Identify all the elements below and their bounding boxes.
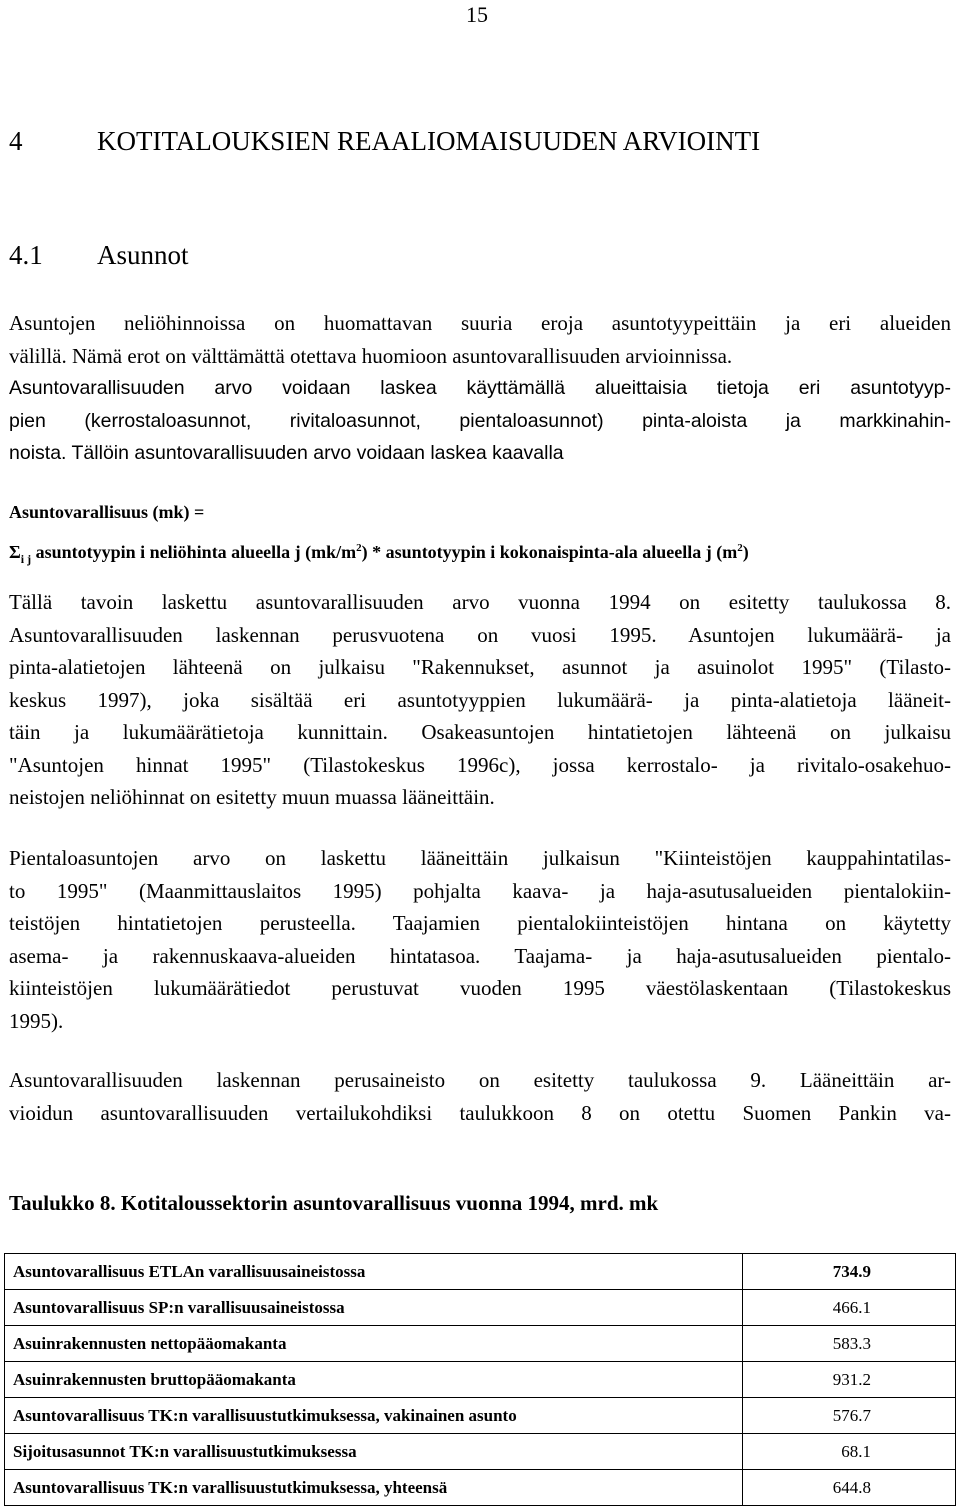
- text-line: neistojen neliöhinnat on esitetty muun muassa lääneittäin.: [9, 785, 495, 809]
- section-title: Asunnot: [97, 240, 189, 270]
- text-line: Asuntovarallisuuden arvo voidaan laskea käyttämällä alueittaisia tietoja eri asuntotyyp-: [9, 377, 951, 399]
- chapter-heading: [9, 126, 760, 157]
- text-line: vioidun asuntovarallisuuden vertailukohdiksi taulukkoon 8 on otettu Suomen Pankin va-: [9, 1100, 951, 1125]
- row-label: Asuinrakennusten nettopääomakanta: [5, 1326, 743, 1362]
- row-value: 644.8: [743, 1470, 956, 1506]
- text-line: täin ja lukumäärätietoja kunnittain. Osakeasuntojen hintatietojen lähteenä on julkaisu: [9, 720, 951, 744]
- formula-part-b: ) * asuntotyypin i kokonaispinta-ala alueella j (m: [361, 542, 738, 562]
- sigma-symbol: Σ: [9, 542, 21, 562]
- chapter-title: KOTITALOUKSIEN REAALIOMAISUUDEN ARVIOINTI: [97, 126, 761, 156]
- text-line: keskus 1997), joka sisältää eri asuntotyyppien lukumäärä- ja pinta-alatietoja lääneit-: [9, 687, 951, 712]
- text-line: pien (kerrostaloasunnot, rivitaloasunnot, pientaloasunnot) pinta-aloista ja markkinahin-: [9, 409, 951, 432]
- formula-part-c: ): [742, 542, 749, 562]
- text-line: kiinteistöjen lukumäärätiedot perustuvat vuoden 1995 väestölaskentaan (Tilastokeskus: [9, 976, 951, 1000]
- table-row: [5, 1398, 956, 1434]
- text-line: Asuntovarallisuuden laskennan perusaineisto on esitetty taulukossa 9. Lääneittäin ar-: [9, 1068, 951, 1092]
- section-heading: [9, 240, 189, 271]
- page-number: 15: [466, 2, 488, 27]
- row-label: Asuinrakennusten bruttopääomakanta: [5, 1362, 743, 1398]
- text-line: Pientaloasuntojen arvo on laskettu lääneittäin julkaisun "Kiinteistöjen kauppahintatilas-: [9, 846, 951, 870]
- text-line: Asuntovarallisuuden laskennan perusvuotena on vuosi 1995. Asuntojen lukumäärä- ja: [9, 622, 951, 647]
- table-row: [5, 1434, 956, 1470]
- text-line: Asuntojen neliöhinnoissa on huomattavan suuria eroja asuntotyypeittäin ja eri alueiden: [9, 311, 951, 335]
- row-value: 68.1: [743, 1434, 956, 1470]
- text-line: noista. Tällöin asuntovarallisuuden arvo voidaan laskea kaavalla: [9, 442, 564, 464]
- row-value: 734.9: [743, 1254, 956, 1290]
- row-label: Asuntovarallisuus ETLAn varallisuusaineistossa: [5, 1254, 743, 1290]
- table-title: Taulukko 8. Kotitaloussektorin asuntovarallisuus vuonna 1994, mrd. mk: [9, 1191, 659, 1215]
- text-line: pinta-alatietojen lähteenä on julkaisu "Rakennukset, asunnot ja asuinolot 1995" (Tilasto-: [9, 655, 951, 679]
- row-label: Asuntovarallisuus SP:n varallisuusaineistossa: [5, 1290, 743, 1326]
- paragraph-basis: [9, 586, 951, 814]
- table-row: [5, 1254, 956, 1290]
- text-line: teistöjen hintatietojen perusteella. Taajamien pientalokiinteistöjen hintana on käytetty: [9, 911, 951, 935]
- row-label: Sijoitusasunnot TK:n varallisuustutkimuksessa: [5, 1434, 743, 1470]
- paragraph-intro: [9, 307, 951, 470]
- formula-line-2: [9, 530, 749, 577]
- row-value: 583.3: [743, 1326, 956, 1362]
- row-value: 931.2: [743, 1362, 956, 1398]
- table-row: [5, 1470, 956, 1506]
- formula-subscript: i j: [20, 552, 32, 566]
- formula-superscript: 2: [356, 542, 362, 554]
- paragraph-detached-houses: [9, 842, 951, 1037]
- text-line: Tällä tavoin laskettu asuntovarallisuuden arvo vuonna 1994 on esitetty taulukossa 8.: [9, 590, 951, 614]
- formula-part-a: asuntotyypin i neliöhinta alueella j (mk/m: [31, 542, 357, 562]
- formula-superscript: 2: [737, 542, 743, 554]
- row-label: Asuntovarallisuus TK:n varallisuustutkimuksessa, yhteensä: [5, 1470, 743, 1506]
- table-row: [5, 1326, 956, 1362]
- text-line: to 1995" (Maanmittauslaitos 1995) pohjalta kaava- ja haja-asutusalueiden pientalokiin-: [9, 878, 951, 903]
- section-number: 4.1: [9, 240, 43, 270]
- row-value: 466.1: [743, 1290, 956, 1326]
- text-line: välillä. Nämä erot on välttämättä otettava huomioon asuntovarallisuuden arvioinnissa.: [9, 343, 733, 368]
- row-label: Asuntovarallisuus TK:n varallisuustutkimuksessa, vakinainen asunto: [5, 1398, 743, 1434]
- table-row: [5, 1362, 956, 1398]
- row-value: 576.7: [743, 1398, 956, 1434]
- chapter-number: 4: [9, 126, 23, 156]
- text-line: "Asuntojen hinnat 1995" (Tilastokeskus 1996c), jossa kerrostalo- ja rivitalo-osakehuo-: [9, 752, 951, 777]
- text-line: 1995).: [9, 1008, 64, 1033]
- formula-line-1: Asuntovarallisuus (mk) =: [9, 502, 205, 522]
- table-row: [5, 1290, 956, 1326]
- text-line: asema- ja rakennuskaava-alueiden hintatasoa. Taajama- ja haja-asutusalueiden pientalo-: [9, 943, 951, 968]
- housing-wealth-table: [4, 1253, 956, 1506]
- paragraph-material: [9, 1064, 951, 1129]
- valuation-formula: [9, 494, 749, 577]
